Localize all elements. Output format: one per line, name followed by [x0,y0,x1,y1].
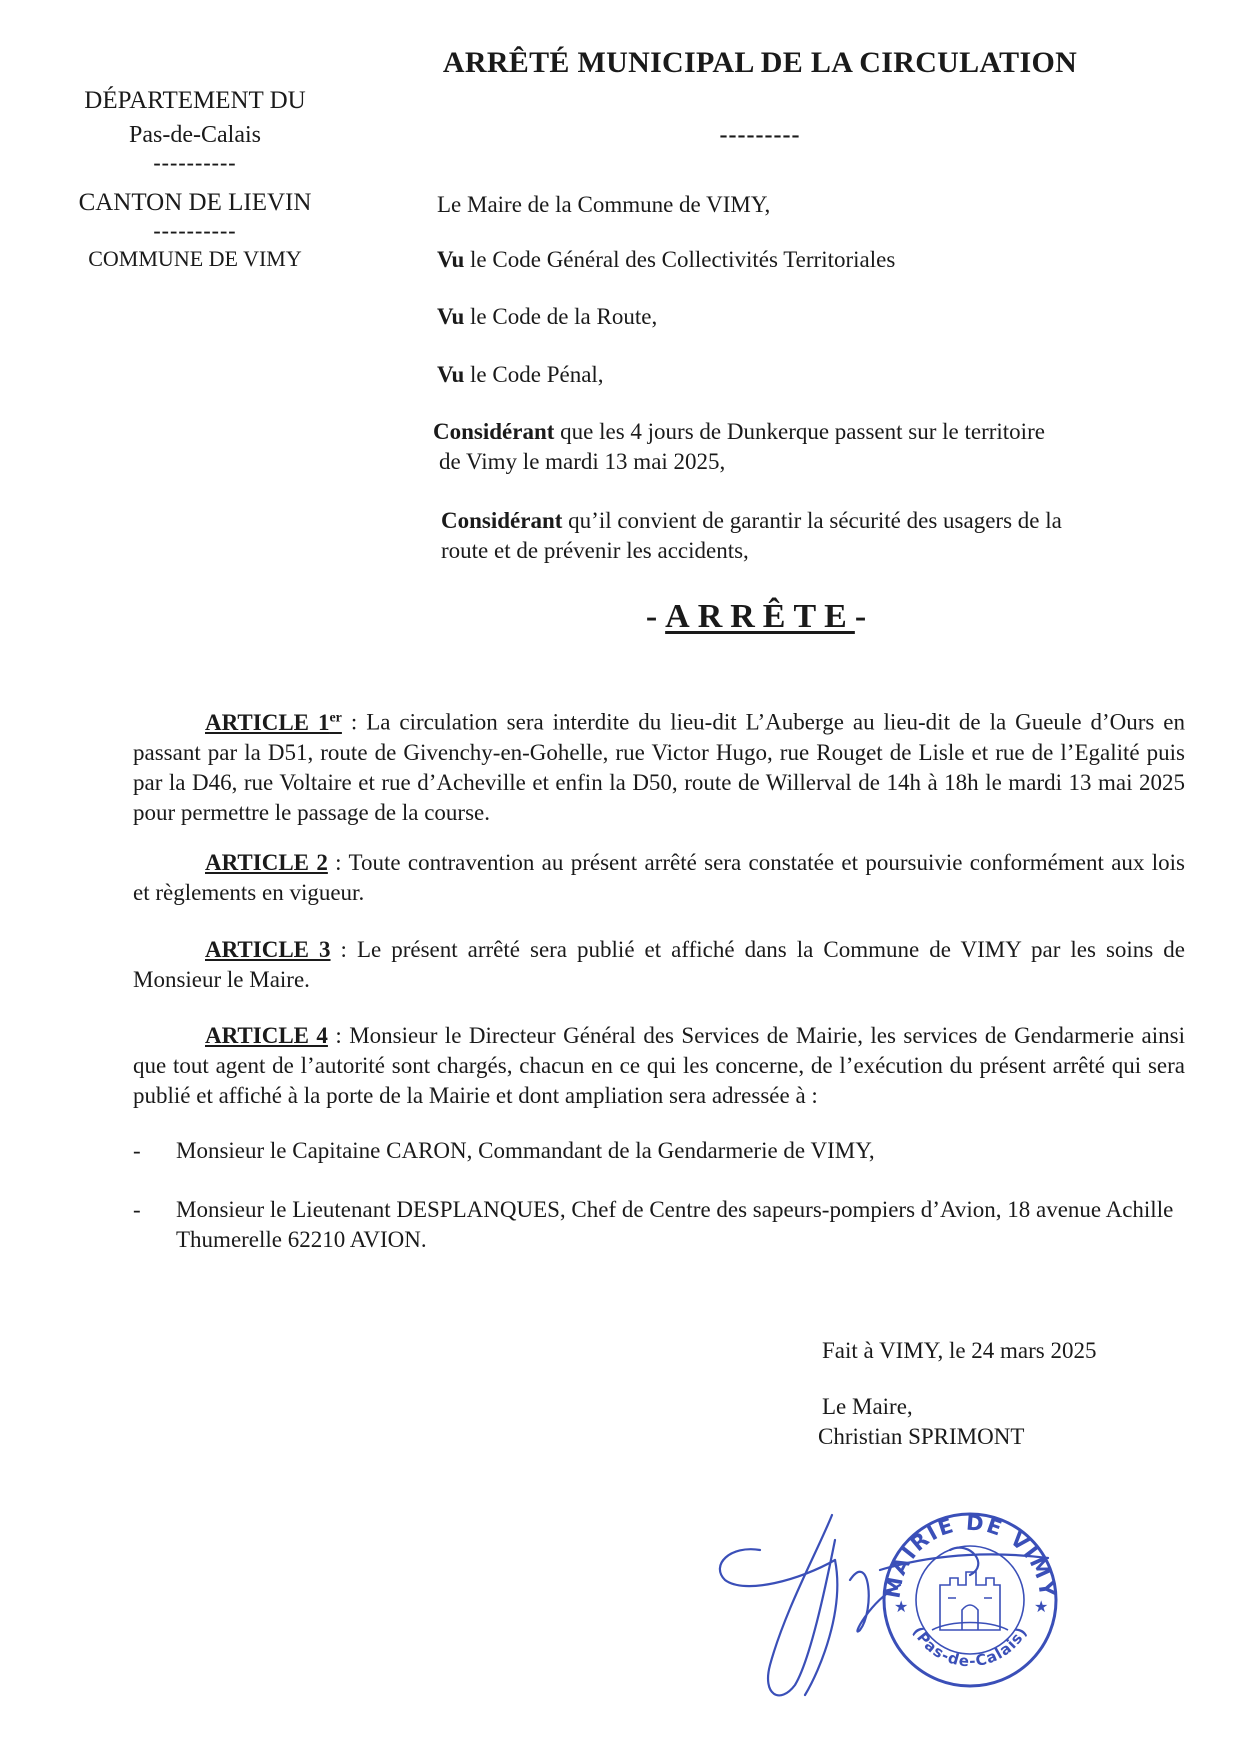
heading-dash: - [645,598,666,635]
department-line2: Pas-de-Calais [129,122,261,148]
considerant-word: Considérant [433,419,555,444]
vu-word: Vu [437,362,465,387]
article-sep: : [327,850,349,875]
header-separator: ---------- [153,218,237,243]
article-1 [133,703,1185,828]
article-label: ARTICLE 2 [205,850,328,875]
article-3 [133,935,1185,995]
recipient-dash: - [133,1197,141,1222]
svg-text:MAIRIE DE VIMY: MAIRIE DE VIMY [880,1510,1060,1600]
heading-word: ARRÊTE [665,598,855,635]
document-title: ARRÊTÉ MUNICIPAL DE LA CIRCULATION [442,46,1078,79]
heading-dash: - [854,598,875,635]
article-text: La circulation sera interdite du lieu-dit L’Auberge au lieu-dit de la Gueule d’Ours en passant par la D51, route de Givenchy-en-Gohelle, rue Victor Hugo, rue Rouget de Lisle et rue de l’Egalité puis par la D46, rue Voltaire et rue d’Acheville et enfin la D50, route de Willerval de 14h à 18h le mardi 13 mai 2025 pour permettre le passage de la course. [133,709,1186,825]
recipient-dash: - [133,1138,141,1163]
department-line1: DÉPARTEMENT DU [84,87,306,114]
article-text: Le présent arrêté sera publié et affiché dans la Commune de VIMY par les soins de Monsieur le Maire. [133,937,1185,992]
svg-text:★: ★ [894,1597,909,1616]
recipient-text: Monsieur le Capitaine CARON, Commandant de la Gendarmerie de VIMY, [176,1138,875,1163]
vu-line-penal [437,360,1197,390]
svg-text:(Pas-de-Calais): (Pas-de-Calais) [908,1623,1032,1671]
article-text: Monsieur le Directeur Général des Services de Mairie, les services de Gendarmerie ainsi que tout agent de l’autorité sont chargés, chacun en ce qui les concerne, de l’exécution du présent arrêté qui sera publié et affiché à la porte de la Mairie et dont ampliation sera adressée à : [133,1023,1185,1108]
considerant-text: que les 4 jours de Dunkerque passent sur le territoire [554,419,1045,444]
article-sep: : [327,1023,350,1048]
article-4 [133,1021,1185,1111]
considerant-2 [441,506,1201,566]
canton-line: CANTON DE LIEVIN [78,189,312,216]
article-label: ARTICLE 4 [205,1023,328,1048]
article-2 [133,848,1185,908]
signatory-name: Christian SPRIMONT [818,1424,1025,1449]
place-date: Fait à VIMY, le 24 mars 2025 [822,1338,1097,1363]
commune-line: COMMUNE DE VIMY [88,246,302,271]
header-left [40,84,350,276]
considerant-text: route et de prévenir les accidents, [441,538,749,563]
considerant-text: de Vimy le mardi 13 mai 2025, [439,449,726,474]
vu-line-cgct [437,245,1197,275]
preamble-intro: Le Maire de la Commune de VIMY, [437,192,771,217]
article-sep: : [330,937,357,962]
recipient-item [133,1195,1185,1255]
vu-line-route [437,302,1197,332]
arrete-heading [380,598,1140,636]
considerant-text: qu’il convient de garantir la sécurité des usagers de la [562,508,1062,533]
article-label-sup: er [329,710,342,725]
vu-text: le Code Général des Collectivités Territoriales [464,247,896,272]
article-text: Toute contravention au présent arrêté sera constatée et poursuivie conformément aux lois et règlements en vigueur. [133,850,1185,905]
vu-word: Vu [437,304,465,329]
title-separator: --------- [719,122,801,148]
article-label: ARTICLE 3 [205,937,331,962]
svg-text:★: ★ [1034,1597,1049,1616]
considerant-1 [433,417,1193,477]
article-sep: : [341,709,367,735]
signatory-role: Le Maire, [822,1394,913,1419]
recipient-item [133,1136,1185,1166]
header-separator: ---------- [153,150,237,175]
vu-word: Vu [437,247,465,272]
recipient-text: Monsieur le Lieutenant DESPLANQUES, Chef de Centre des sapeurs-pompiers d’Avion, 18 avenue Achille Thumerelle 62210 AVION. [176,1197,1174,1252]
official-seal [880,1511,1059,1686]
signature-stamp [700,1490,1080,1720]
vu-text: le Code de la Route, [464,304,658,329]
considerant-word: Considérant [441,508,563,533]
article-label: ARTICLE 1er [205,709,342,735]
vu-text: le Code Pénal, [464,362,604,387]
